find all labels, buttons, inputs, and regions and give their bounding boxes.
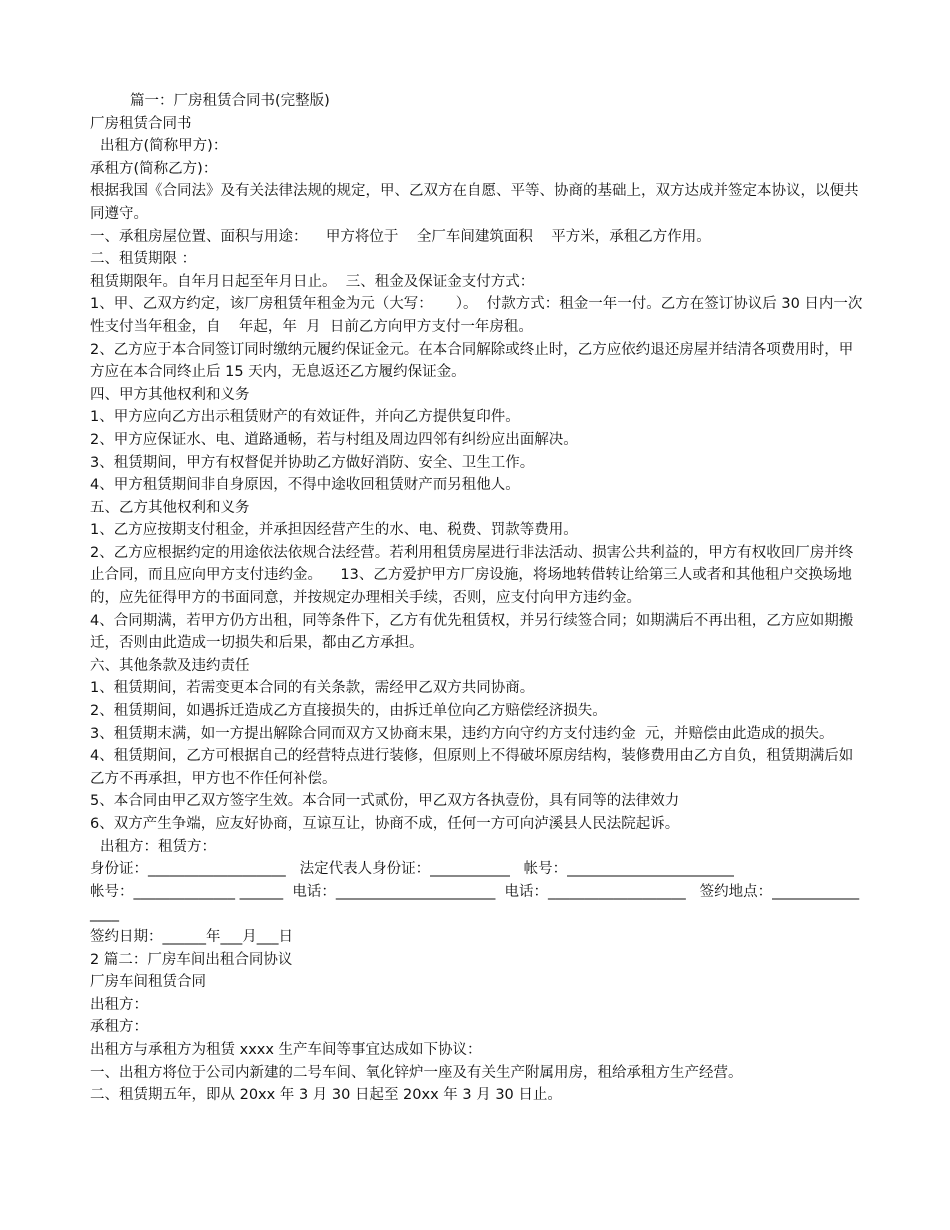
doc-title: 2 篇二：厂房车间出租合同协议	[90, 951, 293, 968]
section-heading: 二、租赁期限 ：	[90, 251, 197, 268]
paragraph: 2、乙方应于本合同签订同时缴纳元履约保证金元。在本合同解除或终止时，乙方应依约退还房屋并结清各项费用时，甲方应在本合同终止后 15 天内，无息返还乙方履约保证金。	[90, 341, 854, 381]
paragraph: 1、甲方应向乙方出示租赁财产的有效证件，并向乙方提供复印件。	[90, 409, 520, 426]
lessor-label: 出租方：	[90, 996, 148, 1013]
section-heading: 五、乙方其他权利和义务	[90, 499, 250, 516]
contract-title: 厂房租赁合同书	[90, 115, 192, 132]
contract-title: 厂房车间租赁合同	[90, 974, 206, 991]
lessee-label: 承租方：	[90, 1019, 148, 1036]
paragraph: 5、本合同由甲乙双方签字生效。本合同一式贰份，甲乙双方各执壹份，具有同等的法律效力	[90, 793, 680, 810]
paragraph: 根据我国《合同法》及有关法律法规的规定，甲、乙双方在自愿、平等、协商的基础上，双方达成并签定本协议，以便共同遵守。	[90, 183, 859, 222]
signature-fields: 帐号：______________ ______ 电话：______________________ 电话：___________________ 签约地点：________________	[90, 883, 860, 923]
paragraph: 1、乙方应按期支付租金，并承担因经营产生的水、电、税费、罚款等费用。	[90, 522, 578, 539]
section-heading: 一、承租房屋位置、面积与用途： 甲方将位于 全厂车间建筑面积 平方米，承租乙方作用。	[90, 228, 711, 245]
section-heading: 四、甲方其他权利和义务	[90, 386, 250, 403]
paragraph: 3、租赁期间，甲方有权督促并协助乙方做好消防、安全、卫生工作。	[90, 454, 535, 471]
paragraph: 一、出租方将位于公司内新建的二号车间、氧化锌炉一座及有关生产附属用房，租给承租方生产经营。	[90, 1064, 743, 1081]
paragraph: 2、乙方应根据约定的用途依法依规合法经营。若利用租赁房屋进行非法活动、损害公共利益的，甲方有权收回厂房并终止合同，而且应向甲方支付违约金。 13、乙方爱护甲方厂房设施，将场地转借转让给第三人或者和其他租户交换场地的，应先征得甲方的书面同意，并按规定办理相关手续，否则，应支付向甲方违约金。	[90, 544, 854, 607]
paragraph: 3、租赁期末满，如一方提出解除合同而双方又协商末果，违约方向守约方支付违约金 元，并赔偿由此造成的损失。	[90, 725, 834, 742]
signature-labels: 出租方：租赁方：	[100, 838, 216, 855]
signature-fields: 身份证：___________________ 法定代表人身份证：___________ 帐号：_______________________	[90, 861, 734, 878]
lessor-label: 出租方(简称甲方)：	[100, 138, 228, 155]
paragraph: 2、甲方应保证水、电、道路通畅，若与村组及周边四邻有纠纷应出面解决。	[90, 431, 578, 448]
paragraph: 2、租赁期间，如遇拆迁造成乙方直接损失的，由拆迁单位向乙方赔偿经济损失。	[90, 703, 607, 720]
paragraph: 4、甲方租赁期间非自身原因，不得中途收回租赁财产而另租他人。	[90, 477, 520, 494]
document-body	[90, 90, 865, 1107]
paragraph: 出租方与承租方为租赁 xxxx 生产车间等事宜达成如下协议：	[90, 1041, 482, 1058]
paragraph: 1、租赁期间，若需变更本合同的有关条款，需经甲乙双方共同协商。	[90, 680, 535, 697]
paragraph: 二、租赁期五年，即从 20xx 年 3 月 30 日起至 20xx 年 3 月 30 日止。	[90, 1087, 562, 1104]
section-heading: 六、其他条款及违约责任	[90, 657, 250, 674]
paragraph: 1、甲、乙双方约定，该厂房租赁年租金为元（大写： ）。 付款方式：租金一年一付。乙方在签订协议后 30 日内一次性支付当年租金，自 年起，年 月 日前乙方向甲方支付一年房租。	[90, 296, 863, 335]
paragraph: 6、双方产生争端，应友好协商，互谅互让，协商不成，任何一方可向泸溪县人民法院起诉。	[90, 816, 680, 832]
doc-title: 篇一：厂房租赁合同书(完整版)	[130, 93, 330, 109]
paragraph: 4、租赁期间，乙方可根据自己的经营特点进行装修，但原则上不得破坏原房结构，装修费用由乙方自负，租赁期满后如乙方不再承担，甲方也不作任何补偿。	[90, 748, 854, 787]
signing-date: 签约日期：______年___月___日	[90, 928, 293, 945]
lessee-label: 承租方(简称乙方)：	[90, 160, 218, 177]
paragraph: 租赁期限年。自年月日起至年月日止。 三、租金及保证金支付方式：	[90, 273, 535, 290]
paragraph: 4、合同期满，若甲方仍方出租，同等条件下，乙方有优先租赁权，并另行续签合同；如期满后不再出租，乙方应如期搬迁，否则由此造成一切损失和后果，都由乙方承担。	[90, 612, 854, 652]
